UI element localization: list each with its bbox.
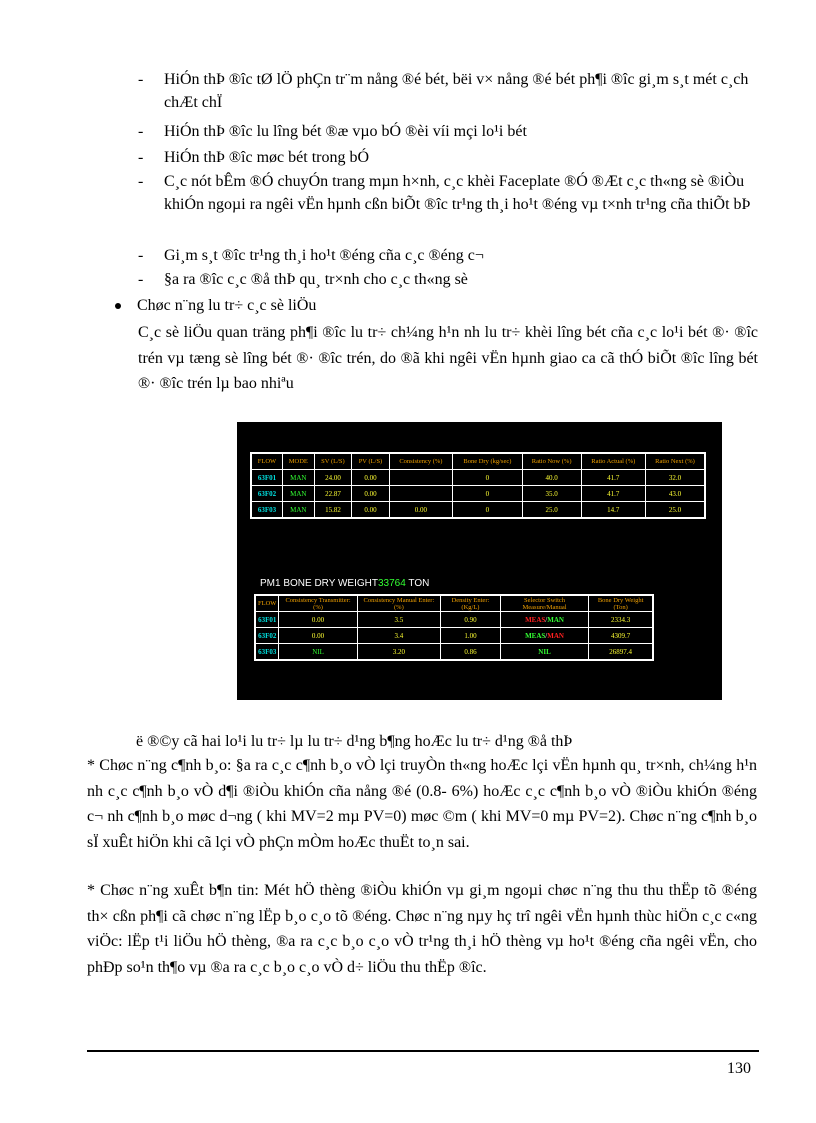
consistency-transmitter-cell: NIL bbox=[279, 644, 357, 661]
col-header: Consistency Manual Enter: (%) bbox=[357, 595, 440, 612]
pv-cell: 0.00 bbox=[352, 502, 390, 519]
bone-dry-weight-cell: 4309.7 bbox=[589, 628, 653, 644]
density-cell[interactable]: 1.00 bbox=[441, 628, 501, 644]
flow-id[interactable]: 63F03 bbox=[255, 644, 279, 661]
col-header: Selector Switch Measure/Manual bbox=[500, 595, 589, 612]
ratio-next-cell[interactable]: 32.0 bbox=[646, 470, 706, 486]
consistency-cell bbox=[389, 470, 452, 486]
density-cell[interactable]: 0.90 bbox=[441, 612, 501, 628]
dash-marker: - bbox=[138, 271, 144, 288]
title-label: PM1 BONE DRY WEIGHT bbox=[260, 578, 378, 589]
table-row bbox=[255, 628, 653, 644]
ratio-actual-cell: 14.7 bbox=[581, 502, 645, 519]
col-header: Consistency Transmitter: (%) bbox=[279, 595, 357, 612]
selector-option-b[interactable]: MAN bbox=[547, 615, 564, 624]
consistency-transmitter-cell: 0.00 bbox=[279, 612, 357, 628]
selector-switch[interactable] bbox=[500, 612, 589, 628]
col-header: SV (L/S) bbox=[314, 453, 352, 470]
ratio-next-cell[interactable]: 43.0 bbox=[646, 486, 706, 502]
sv-cell[interactable]: 15.82 bbox=[314, 502, 352, 519]
flow-id[interactable]: 63F02 bbox=[251, 486, 282, 502]
ratio-now-cell: 40.0 bbox=[522, 470, 581, 486]
consistency-manual-cell[interactable]: 3.4 bbox=[357, 628, 440, 644]
figure-caption: ë ®©y cã hai lo¹i lu tr÷ lµ lu tr÷ d¹ng b¶ng hoÆc lu tr÷ d¹ng ®å thÞ bbox=[136, 733, 573, 750]
dash-item-text: HiÓn thÞ ®îc tØ lÖ phÇn tr¨m nång ®é bét, bëi v× nång ®é bét ph¶i ®îc gi¸m s¸t mét c¸ch chÆt chÏ bbox=[164, 71, 749, 111]
bone-dry-table bbox=[254, 594, 654, 661]
mode-cell[interactable]: MAN bbox=[282, 502, 314, 519]
selector-option-a[interactable]: MEAS bbox=[525, 631, 546, 640]
col-header: Ratio Actual (%) bbox=[581, 453, 645, 470]
dash-item-4 bbox=[138, 170, 762, 216]
dash-item-text: HiÓn thÞ ®îc møc bét trong bÓ bbox=[164, 149, 370, 166]
selector-option-a[interactable]: MEAS bbox=[525, 615, 546, 624]
footer-divider bbox=[87, 1050, 759, 1052]
consistency-cell bbox=[389, 486, 452, 502]
flow-ratio-table bbox=[250, 452, 706, 519]
dash-marker: - bbox=[138, 71, 144, 88]
consistency-transmitter-cell: 0.00 bbox=[279, 628, 357, 644]
page-number: 130 bbox=[727, 1060, 751, 1077]
bullet-dot-icon bbox=[115, 303, 121, 309]
table-row bbox=[251, 486, 705, 502]
bone-dry-cell: 0 bbox=[453, 470, 523, 486]
dash-item-6 bbox=[138, 268, 762, 291]
dash-item-text: HiÓn thÞ ®îc lu lîng bét ®æ vµo bÓ ®èi víi mçi lo¹i bét bbox=[164, 123, 527, 140]
pv-cell: 0.00 bbox=[352, 470, 390, 486]
consistency-manual-cell[interactable]: 3.5 bbox=[357, 612, 440, 628]
selector-switch[interactable] bbox=[500, 644, 589, 661]
ratio-actual-cell: 41.7 bbox=[581, 470, 645, 486]
flow-id[interactable]: 63F01 bbox=[251, 470, 282, 486]
dash-item-text: C¸c nót bÊm ®Ó chuyÓn trang mµn h×nh, c¸c khèi Faceplate ®Ó ®Æt c¸c th«ng sè ®iÒu khiÓn ngoµi ra ngêi vËn hµnh cßn biÕt ®îc tr¹ng th¸i ho¹t ®éng vµ t×nh tr¹ng cña thiÕt bÞ bbox=[164, 173, 751, 213]
col-header: Ratio Now (%) bbox=[522, 453, 581, 470]
bone-dry-weight-title bbox=[260, 578, 429, 589]
dash-item-text: §a ra ®îc c¸c ®å thÞ qu¸ tr×nh cho c¸c th«ng sè bbox=[164, 271, 468, 288]
selector-separator: / bbox=[545, 615, 548, 624]
storage-paragraph: C¸c sè liÖu quan träng ph¶i ®îc lu tr÷ ch¼ng h¹n nh lu tr÷ khèi lîng bét cña c¸c lo¹i bét ®· ®îc trén vµ tæng sè lîng bét ®· ®îc trén, do ®ã khi ngêi vËn hµnh giao ca cã thÓ biÕt ®îc lîng bét ®· ®îc trén lµ bao nhiªu bbox=[138, 324, 758, 392]
bone-dry-cell: 0 bbox=[453, 502, 523, 519]
ratio-actual-cell: 41.7 bbox=[581, 486, 645, 502]
dash-item-text: Gi¸m s¸t ®îc tr¹ng th¸i ho¹t ®éng cña c¸c ®éng c¬ bbox=[164, 247, 484, 264]
alarm-paragraph: * Chøc n¨ng c¶nh b¸o: §a ra c¸c c¶nh b¸o vÒ lçi truyÒn th«ng hoÆc lçi vËn hµnh qu¸ tr×nh, ch¼ng h¹n nh c¸c c¶nh b¸o vÒ d¶i ®iÒu khiÓn cña nång ®é (0.8- 6%) hoÆc c¸c c¶nh b¸o vÒ ®iÒu khiÓn ®éng c¬ nh c¶nh b¸o møc d¬ng ( khi MV=2 mµ PV=0) møc ©m ( khi MV=0 mµ PV=2). Chøc n¨ng c¶nh b¸o sÏ xuÊt hiÖn khi cã lçi vÒ phÇn mÒm hoÆc thuËt to¸n sai. bbox=[87, 757, 757, 851]
bullet-heading-text: Chøc n¨ng lu tr÷ c¸c sè liÖu bbox=[137, 297, 317, 314]
flow-id[interactable]: 63F03 bbox=[251, 502, 282, 519]
table-row bbox=[255, 644, 653, 661]
dash-item-5 bbox=[138, 244, 762, 267]
table-row bbox=[251, 502, 705, 519]
bone-dry-weight-cell: 2334.3 bbox=[589, 612, 653, 628]
consistency-cell: 0.00 bbox=[389, 502, 452, 519]
pv-cell: 0.00 bbox=[352, 486, 390, 502]
table-header-row bbox=[255, 595, 653, 612]
scada-screenshot bbox=[237, 422, 722, 700]
dash-item-1 bbox=[138, 68, 762, 114]
dash-marker: - bbox=[138, 247, 144, 264]
consistency-manual-cell[interactable]: 3.20 bbox=[357, 644, 440, 661]
bullet-heading bbox=[115, 297, 316, 315]
sv-cell[interactable]: 22.87 bbox=[314, 486, 352, 502]
selector-switch[interactable] bbox=[500, 628, 589, 644]
table-row bbox=[255, 612, 653, 628]
col-header: FLOW bbox=[255, 595, 279, 612]
sv-cell[interactable]: 24.00 bbox=[314, 470, 352, 486]
selector-option-b[interactable]: MAN bbox=[547, 631, 564, 640]
ratio-now-cell: 25.0 bbox=[522, 502, 581, 519]
flow-id[interactable]: 63F01 bbox=[255, 612, 279, 628]
mode-cell[interactable]: MAN bbox=[282, 486, 314, 502]
dash-marker: - bbox=[138, 173, 144, 190]
col-header: Bone Dry Weight (Ton) bbox=[589, 595, 653, 612]
dash-marker: - bbox=[138, 123, 144, 140]
col-header: MODE bbox=[282, 453, 314, 470]
dash-item-3 bbox=[138, 146, 762, 169]
col-header: Bone Dry (kg/sec) bbox=[453, 453, 523, 470]
col-header: PV (L/S) bbox=[352, 453, 390, 470]
col-header: FLOW bbox=[251, 453, 282, 470]
bone-dry-weight-value: 33764 bbox=[377, 578, 406, 589]
dash-item-2 bbox=[138, 120, 762, 143]
flow-id[interactable]: 63F02 bbox=[255, 628, 279, 644]
ratio-now-cell: 35.0 bbox=[522, 486, 581, 502]
col-header: Consistency (%) bbox=[389, 453, 452, 470]
selector-separator: / bbox=[545, 631, 548, 640]
table-header-row bbox=[251, 453, 705, 470]
col-header: Density Enter: (Kg/L) bbox=[441, 595, 501, 612]
density-cell[interactable]: 0.86 bbox=[441, 644, 501, 661]
mode-cell[interactable]: MAN bbox=[282, 470, 314, 486]
dash-marker: - bbox=[138, 149, 144, 166]
report-paragraph: * Chøc n¨ng xuÊt b¶n tin: Mét hÖ thèng ®iÒu khiÓn vµ gi¸m ngoµi chøc n¨ng thu thu thËp tõ ®éng th× cßn ph¶i cã chøc n¨ng lËp b¸o c¸o tõ ®éng. Chøc n¨ng nµy hç trî ngêi vËn hµnh thùc hiÖn c¸c c«ng viÖc: lËp t¹i liÖu hÖ thèng, ®a ra c¸c b¸o c¸o vÒ tr¹ng th¸i hÖ thèng vµ ho¹t ®éng cña ngêi vËn, cho phÐp so¹n th¶o vµ ®a ra c¸c b¸o c¸o vÒ d÷ liÖu thu thËp ®îc. bbox=[87, 882, 757, 976]
title-unit: TON bbox=[408, 578, 430, 589]
selector-option-a[interactable]: NIL bbox=[538, 647, 551, 656]
col-header: Ratio Next (%) bbox=[646, 453, 706, 470]
bone-dry-cell: 0 bbox=[453, 486, 523, 502]
ratio-next-cell[interactable]: 25.0 bbox=[646, 502, 706, 519]
bone-dry-weight-cell: 26897.4 bbox=[589, 644, 653, 661]
table-row bbox=[251, 470, 705, 486]
